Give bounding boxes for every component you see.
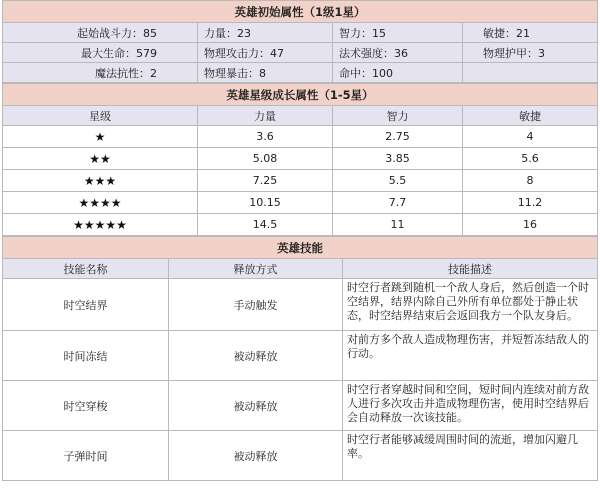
intelligence-value: 11 — [333, 214, 463, 236]
growth-row — [3, 214, 598, 236]
skill-row — [3, 381, 598, 431]
hero-attributes-sheet — [2, 0, 597, 481]
intelligence-value: 5.5 — [333, 170, 463, 192]
agility-value: 11.2 — [463, 192, 598, 214]
base-cell: 最大生命：579 — [3, 43, 198, 63]
skill-header-row — [3, 259, 598, 279]
growth-header-row — [3, 106, 598, 126]
base-cell: 物理护甲：3 — [463, 43, 598, 63]
base-cell: 物理攻击力：47 — [198, 43, 333, 63]
skill-row — [3, 279, 598, 331]
base-row — [3, 43, 598, 63]
base-cell: 敏捷：21 — [463, 23, 598, 43]
base-cell: 命中：100 — [333, 63, 463, 83]
growth-row — [3, 126, 598, 148]
intelligence-value: 3.85 — [333, 148, 463, 170]
column-header-strength: 力量 — [198, 106, 333, 126]
skill-release-mode: 手动触发 — [169, 279, 343, 331]
agility-value: 4 — [463, 126, 598, 148]
skill-name: 时空穿梭 — [3, 381, 169, 431]
base-cell: 起始战斗力：85 — [3, 23, 198, 43]
agility-value: 16 — [463, 214, 598, 236]
skill-row — [3, 331, 598, 381]
intelligence-value: 2.75 — [333, 126, 463, 148]
strength-value: 10.15 — [198, 192, 333, 214]
column-header-agility: 敏捷 — [463, 106, 598, 126]
skill-name: 时空结界 — [3, 279, 169, 331]
base-cell: 力量：23 — [198, 23, 333, 43]
base-row — [3, 63, 598, 83]
column-header-skill-name: 技能名称 — [3, 259, 169, 279]
strength-value: 5.08 — [198, 148, 333, 170]
base-cell: 法术强度：36 — [333, 43, 463, 63]
skill-description: 时空行者能够减缓周围时间的流逝，增加闪避几率。 — [343, 431, 598, 481]
strength-value: 3.6 — [198, 126, 333, 148]
base-cell — [463, 63, 598, 83]
skill-name: 子弹时间 — [3, 431, 169, 481]
base-cell: 智力：15 — [333, 23, 463, 43]
skills-table — [2, 236, 598, 481]
skill-release-mode: 被动释放 — [169, 331, 343, 381]
column-header-release-mode: 释放方式 — [169, 259, 343, 279]
skill-row — [3, 431, 598, 481]
growth-attributes-table — [2, 83, 598, 236]
growth-row — [3, 170, 598, 192]
intelligence-value: 7.7 — [333, 192, 463, 214]
skill-release-mode: 被动释放 — [169, 381, 343, 431]
star-rating: ★★★★★ — [3, 214, 198, 236]
agility-value: 5.6 — [463, 148, 598, 170]
skill-name: 时间冻结 — [3, 331, 169, 381]
skill-description: 时空行者跳到随机一个敌人身后，然后创造一个时空结界，结界内除自己外所有单位都处于静止状态，时空结界结束后会返回我方一个队友身后。 — [343, 279, 598, 331]
column-header-skill-desc: 技能描述 — [343, 259, 598, 279]
growth-section-title: 英雄星级成长属性（1-5星） — [3, 84, 598, 106]
agility-value: 8 — [463, 170, 598, 192]
star-rating: ★★★ — [3, 170, 198, 192]
strength-value: 7.25 — [198, 170, 333, 192]
base-row — [3, 23, 598, 43]
column-header-intelligence: 智力 — [333, 106, 463, 126]
star-rating: ★★ — [3, 148, 198, 170]
column-header-stars: 星级 — [3, 106, 198, 126]
base-cell: 物理暴击：8 — [198, 63, 333, 83]
base-section-title: 英雄初始属性（1级1星） — [3, 1, 598, 23]
base-attributes-table — [2, 0, 598, 83]
skill-description: 时空行者穿越时间和空间，短时间内连续对前方敌人进行多次攻击并造成物理伤害，使用时空结界后会自动释放一次该技能。 — [343, 381, 598, 431]
skill-description: 对前方多个敌人造成物理伤害，并短暂冻结敌人的行动。 — [343, 331, 598, 381]
growth-row — [3, 148, 598, 170]
strength-value: 14.5 — [198, 214, 333, 236]
star-rating: ★★★★ — [3, 192, 198, 214]
base-cell: 魔法抗性：2 — [3, 63, 198, 83]
growth-row — [3, 192, 598, 214]
skill-section-title: 英雄技能 — [3, 237, 598, 259]
star-rating: ★ — [3, 126, 198, 148]
skill-release-mode: 被动释放 — [169, 431, 343, 481]
